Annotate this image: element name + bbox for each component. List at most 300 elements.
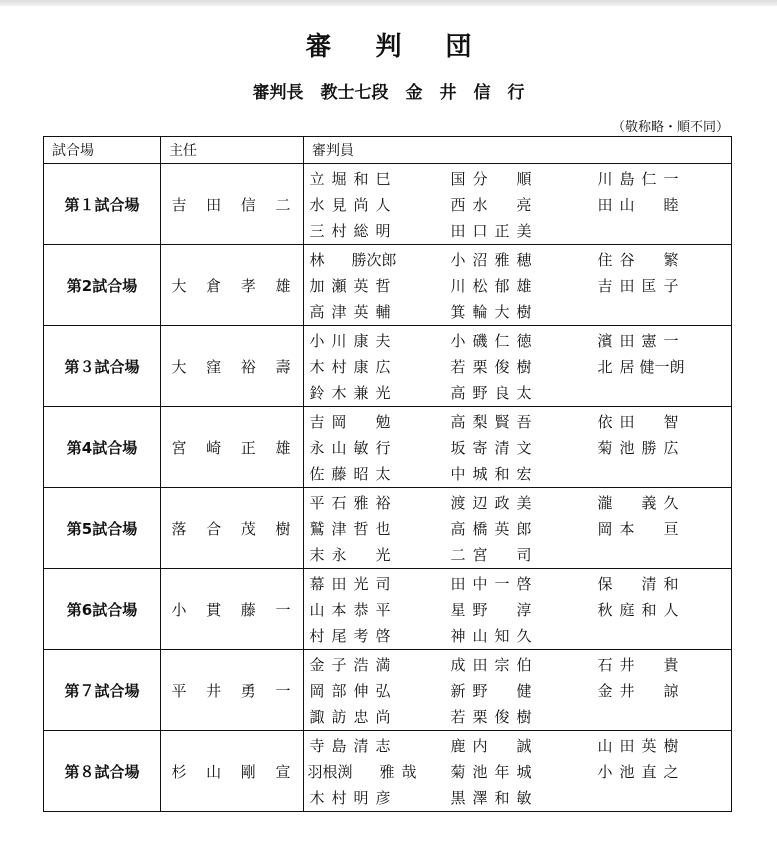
name-char: 裕: [375, 493, 391, 512]
name-char: 西: [450, 195, 466, 214]
referee-name: [447, 249, 594, 270]
name-char: 尾: [331, 626, 347, 645]
name-char: 亮: [516, 195, 532, 214]
referee-name: [447, 761, 594, 782]
chief-char: 樹: [275, 519, 291, 538]
referee-name: [594, 654, 718, 675]
name-char: 哉: [401, 762, 417, 781]
name-char: 鷲: [309, 519, 325, 538]
referee-name: [304, 599, 447, 620]
name-char: [491, 544, 513, 565]
referee-line: [304, 353, 731, 379]
referee-line: [304, 217, 731, 243]
name-char: 成: [450, 655, 466, 674]
chief-char: 宣: [275, 762, 291, 781]
name-char: 一: [663, 169, 679, 188]
name-char: 村: [331, 221, 347, 240]
name-char: 居: [619, 357, 635, 376]
name-char: 瀧: [597, 493, 613, 512]
name-char: 川: [450, 276, 466, 295]
chief-char: 一: [275, 681, 291, 700]
referee-name: [447, 275, 594, 296]
name-char: 田: [450, 574, 466, 593]
referee-name: [447, 356, 594, 377]
name-char: 英: [353, 302, 369, 321]
name-char: 敏: [353, 438, 369, 457]
name-char: 広: [375, 357, 391, 376]
name-char: 野: [472, 383, 488, 402]
name-char: 政: [494, 493, 510, 512]
referee-name: [304, 356, 447, 377]
chief-char: 倉: [206, 276, 222, 295]
referee-name: [304, 220, 447, 241]
name-char: [350, 411, 372, 432]
referee-name: [447, 220, 594, 241]
name-char: 田: [619, 331, 635, 350]
name-char: 沼: [472, 250, 488, 269]
referee-line: [304, 327, 731, 353]
name-char: 池: [619, 762, 635, 781]
name-char: 伯: [516, 655, 532, 674]
name-char: 保: [597, 574, 613, 593]
chief-char: 窪: [206, 357, 222, 376]
name-char: 菊: [450, 762, 466, 781]
referee-line: [304, 246, 731, 272]
referee-name: [447, 301, 594, 322]
name-char: 若: [450, 707, 466, 726]
chief-char: 剛: [240, 762, 256, 781]
name-char: 濱: [597, 331, 613, 350]
chief-char: 信: [240, 195, 256, 214]
name-char: 啓: [375, 626, 391, 645]
referee-name: [304, 463, 447, 484]
name-char: 啓: [516, 574, 532, 593]
referee-name: [447, 330, 594, 351]
name-char: 高: [450, 519, 466, 538]
name-char: 雅: [379, 762, 395, 781]
name-char: 宮: [472, 545, 488, 564]
name-char: [638, 680, 660, 701]
name-char: 依: [597, 412, 613, 431]
name-char: 知: [494, 626, 510, 645]
name-char: [638, 654, 660, 675]
referee-name: [447, 194, 594, 215]
name-char: 英: [641, 736, 657, 755]
chief-cell: [161, 569, 304, 650]
name-char: 美: [516, 493, 532, 512]
name-char: 樹: [516, 357, 532, 376]
name-char: 太: [516, 383, 532, 402]
name-char: 菊: [597, 438, 613, 457]
name-char: 口: [472, 221, 488, 240]
name-char: 一: [494, 574, 510, 593]
name-char: 繁: [663, 250, 679, 269]
referees-cell: [304, 569, 732, 650]
name-char: 永: [331, 545, 347, 564]
name-char: 黒: [450, 788, 466, 807]
referee-name: [304, 249, 447, 270]
name-char: 岡: [309, 681, 325, 700]
referee-name: [447, 492, 594, 513]
name-char: 哲: [375, 276, 391, 295]
name-char: 太: [375, 464, 391, 483]
name-char: 哲: [353, 519, 369, 538]
referee-line: [304, 596, 731, 622]
referee-name: [447, 382, 594, 403]
venue-cell: 第6試合場: [44, 569, 161, 650]
name-char: 山: [597, 736, 613, 755]
name-char: 水: [472, 195, 488, 214]
name-char: 橋: [472, 519, 488, 538]
referee-name: [304, 168, 447, 189]
name-char: 島: [619, 169, 635, 188]
referee-name: [304, 654, 447, 675]
referee-line: [304, 165, 731, 191]
referee-name: [304, 411, 447, 432]
name-char: 木: [309, 788, 325, 807]
name-char: 永: [309, 438, 325, 457]
header-referees: 審判員: [304, 137, 732, 164]
name-char: 津: [331, 302, 347, 321]
name-char: 池: [619, 438, 635, 457]
name-char: [491, 194, 513, 215]
referee-name: [304, 680, 447, 701]
chief-char: 宮: [171, 438, 187, 457]
name-char: 三: [309, 221, 325, 240]
name-char: 恭: [353, 600, 369, 619]
name-char: 久: [516, 626, 532, 645]
name-char: 満: [375, 655, 391, 674]
name-char: 秋: [597, 600, 613, 619]
referee-name: [304, 275, 447, 296]
referee-name: [304, 706, 447, 727]
name-char: 末: [309, 545, 325, 564]
name-char: 宏: [516, 464, 532, 483]
name-char: 堀: [331, 169, 347, 188]
referees-cell: [304, 164, 732, 245]
name-char: 司: [375, 574, 391, 593]
name-char: 山: [331, 438, 347, 457]
table-row: [44, 650, 732, 731]
chief-char: 大: [171, 276, 187, 295]
venue-cell: 第１試合場: [44, 164, 161, 245]
name-char: 二: [450, 545, 466, 564]
chief-char: 大: [171, 357, 187, 376]
name-char: 寄: [472, 438, 488, 457]
referee-name: [447, 168, 594, 189]
name-char: 郎: [516, 519, 532, 538]
chief-char: 藤: [240, 600, 256, 619]
chief-cell: [161, 407, 304, 488]
name-char: 寺: [309, 736, 325, 755]
name-char: 忠: [353, 707, 369, 726]
header-chief: 主任: [161, 137, 304, 164]
chief-char: 壽: [275, 357, 291, 376]
name-char: 星: [450, 600, 466, 619]
name-char: 小: [450, 331, 466, 350]
name-char: 吉: [309, 412, 325, 431]
venue-cell: 第８試合場: [44, 731, 161, 812]
name-char: 池: [472, 762, 488, 781]
name-char: 梨: [472, 412, 488, 431]
name-char: [638, 194, 660, 215]
name-char: [638, 411, 660, 432]
name-char: 井: [619, 681, 635, 700]
name-char: 小: [309, 331, 325, 350]
referee-line: [304, 758, 731, 784]
referee-line: [304, 541, 731, 567]
name-char: 和: [494, 788, 510, 807]
name-char: 岡: [597, 519, 613, 538]
name-char: 小: [450, 250, 466, 269]
chief-char: 平: [171, 681, 187, 700]
name-char: 若: [450, 357, 466, 376]
name-char: 加: [309, 276, 325, 295]
table-row: [44, 731, 732, 812]
name-char: 鹿: [450, 736, 466, 755]
chief-char: 勇: [240, 681, 256, 700]
name-char: 光: [375, 545, 391, 564]
name-char: 仁: [494, 331, 510, 350]
name-char: 司: [516, 545, 532, 564]
name-char: 田: [597, 195, 613, 214]
referees-cell: [304, 731, 732, 812]
name-char: 義: [641, 493, 657, 512]
referee-name: [304, 492, 447, 513]
referee-name: [304, 573, 447, 594]
referee-name: [594, 599, 718, 620]
name-char: [354, 761, 376, 782]
name-char: 智: [663, 412, 679, 431]
name-char: 野: [472, 600, 488, 619]
referee-line: [304, 298, 731, 324]
name-char: 子: [663, 276, 679, 295]
name-char: 和: [663, 574, 679, 593]
referee-name: [447, 787, 594, 808]
name-char: 高: [450, 383, 466, 402]
chief-cell: [161, 164, 304, 245]
referee-name: [594, 249, 718, 270]
name-char: 坂: [450, 438, 466, 457]
venue-cell: 第７試合場: [44, 650, 161, 731]
venue-cell: 第5試合場: [44, 488, 161, 569]
name-char: 村: [331, 788, 347, 807]
name-char: 貴: [663, 655, 679, 674]
name-char: 穂: [516, 250, 532, 269]
chief-cell: [161, 326, 304, 407]
name-char: 岡: [331, 412, 347, 431]
referee-name: [304, 301, 447, 322]
name-char: [491, 168, 513, 189]
chief-char: 雄: [275, 276, 291, 295]
name-char: [398, 249, 420, 270]
name-char: 俊: [494, 357, 510, 376]
chief-name: [161, 194, 303, 215]
name-char: 清: [641, 574, 657, 593]
referee-line: [304, 460, 731, 486]
chief-cell: [161, 650, 304, 731]
name-char: 淳: [516, 600, 532, 619]
referee-line: [304, 272, 731, 298]
name-char: 宗: [494, 655, 510, 674]
table-row: [44, 569, 732, 650]
name-char: 雅: [353, 493, 369, 512]
chief-name: [161, 356, 303, 377]
name-char: 田: [331, 574, 347, 593]
chief-char: 正: [240, 438, 256, 457]
chief-char: 杉: [171, 762, 187, 781]
name-char: 国: [450, 169, 466, 188]
referee-line: [304, 379, 731, 405]
referee-name: [447, 680, 594, 701]
name-char: 子: [331, 655, 347, 674]
referee-name: [594, 330, 718, 351]
name-char: 総: [353, 221, 369, 240]
name-char: 樹: [663, 736, 679, 755]
chief-char: 落: [171, 519, 187, 538]
referee-line: [304, 515, 731, 541]
name-char: 城: [516, 762, 532, 781]
name-char: 清: [353, 736, 369, 755]
referee-line: [304, 732, 731, 758]
chief-char: 貫: [206, 600, 222, 619]
name-char: 和: [494, 464, 510, 483]
referee-line: [304, 191, 731, 217]
referee-name: [594, 518, 718, 539]
name-char: 光: [353, 574, 369, 593]
name-char: 直: [641, 762, 657, 781]
name-char: 和: [353, 169, 369, 188]
name-char: 渡: [450, 493, 466, 512]
name-char: [638, 518, 660, 539]
name-char: 新: [450, 681, 466, 700]
chief-char: 山: [206, 762, 222, 781]
referee-line: [304, 622, 731, 648]
venue-cell: 第３試合場: [44, 326, 161, 407]
name-char: 浩: [353, 655, 369, 674]
name-char: 澤: [472, 788, 488, 807]
name-char: 田: [619, 736, 635, 755]
name-char: 輔: [375, 302, 391, 321]
name-char: 樹: [516, 707, 532, 726]
name-char: 大: [494, 302, 510, 321]
name-char: 中: [450, 464, 466, 483]
name-char: 城: [472, 464, 488, 483]
table-row: [44, 326, 732, 407]
name-char: 野: [472, 681, 488, 700]
name-char: 松: [472, 276, 488, 295]
name-char: 行: [375, 438, 391, 457]
name-char: 本: [619, 519, 635, 538]
chief-name: [161, 275, 303, 296]
name-char: 正: [494, 221, 510, 240]
referee-name: [594, 680, 718, 701]
referee-name: [304, 761, 447, 782]
name-char: 田: [472, 655, 488, 674]
referee-name: [594, 356, 718, 377]
referee-name: [594, 168, 718, 189]
chief-char: 孝: [240, 276, 256, 295]
name-char: 諒: [663, 681, 679, 700]
table-row: [44, 407, 732, 488]
name-char: 田: [450, 221, 466, 240]
name-char: 之: [663, 762, 679, 781]
referee-name: [447, 599, 594, 620]
page-title: 審判団: [305, 32, 516, 62]
name-char: 明: [375, 221, 391, 240]
name-char: 雅: [494, 250, 510, 269]
table-row: [44, 164, 732, 245]
referee-line: [304, 408, 731, 434]
name-char: 中: [472, 574, 488, 593]
name-char: [616, 573, 638, 594]
venue-cell: 第2試合場: [44, 245, 161, 326]
name-char: 川: [331, 331, 347, 350]
referee-line: [304, 570, 731, 596]
name-char: [328, 249, 350, 270]
header-venue: 試合場: [44, 137, 161, 164]
name-char: 見: [331, 195, 347, 214]
name-char: 雄: [516, 276, 532, 295]
name-char: 佐: [309, 464, 325, 483]
name-char: 川: [597, 169, 613, 188]
name-char: 木: [331, 383, 347, 402]
name-char: 志: [375, 736, 391, 755]
chief-char: 合: [206, 519, 222, 538]
name-char: [686, 356, 708, 377]
referee-name: [594, 275, 718, 296]
referee-name: [447, 573, 594, 594]
referee-name: [447, 437, 594, 458]
name-char: 藤: [331, 464, 347, 483]
name-char: 島: [331, 736, 347, 755]
name-char: 敏: [516, 788, 532, 807]
name-char: 勉: [375, 412, 391, 431]
name-char: 誠: [516, 736, 532, 755]
name-char: 夫: [375, 331, 391, 350]
name-char: 立: [309, 169, 325, 188]
referee-name: [594, 194, 718, 215]
name-char: 順: [516, 169, 532, 188]
referee-line: [304, 703, 731, 729]
chief-char: 一: [275, 600, 291, 619]
chief-char: 吉: [171, 195, 187, 214]
name-char: 康: [353, 357, 369, 376]
name-char: 健一朗: [639, 357, 685, 376]
referee-name: [304, 518, 447, 539]
name-char: 吾: [516, 412, 532, 431]
name-char: 考: [353, 626, 369, 645]
referee-name: [447, 654, 594, 675]
chief-cell: [161, 731, 304, 812]
name-char: 津: [331, 519, 347, 538]
name-char: 高: [309, 302, 325, 321]
chief-char: 井: [206, 681, 222, 700]
name-char: 部: [331, 681, 347, 700]
chief-char: 崎: [206, 438, 222, 457]
referee-name: [304, 735, 447, 756]
name-char: 辺: [472, 493, 488, 512]
name-char: 石: [597, 655, 613, 674]
chief-char: 二: [275, 195, 291, 214]
referee-name: [447, 518, 594, 539]
chief-name: [161, 518, 303, 539]
name-char: 木: [309, 357, 325, 376]
name-char: 美: [516, 221, 532, 240]
name-char: 人: [663, 600, 679, 619]
name-char: 住: [597, 250, 613, 269]
name-char: 樹: [516, 302, 532, 321]
